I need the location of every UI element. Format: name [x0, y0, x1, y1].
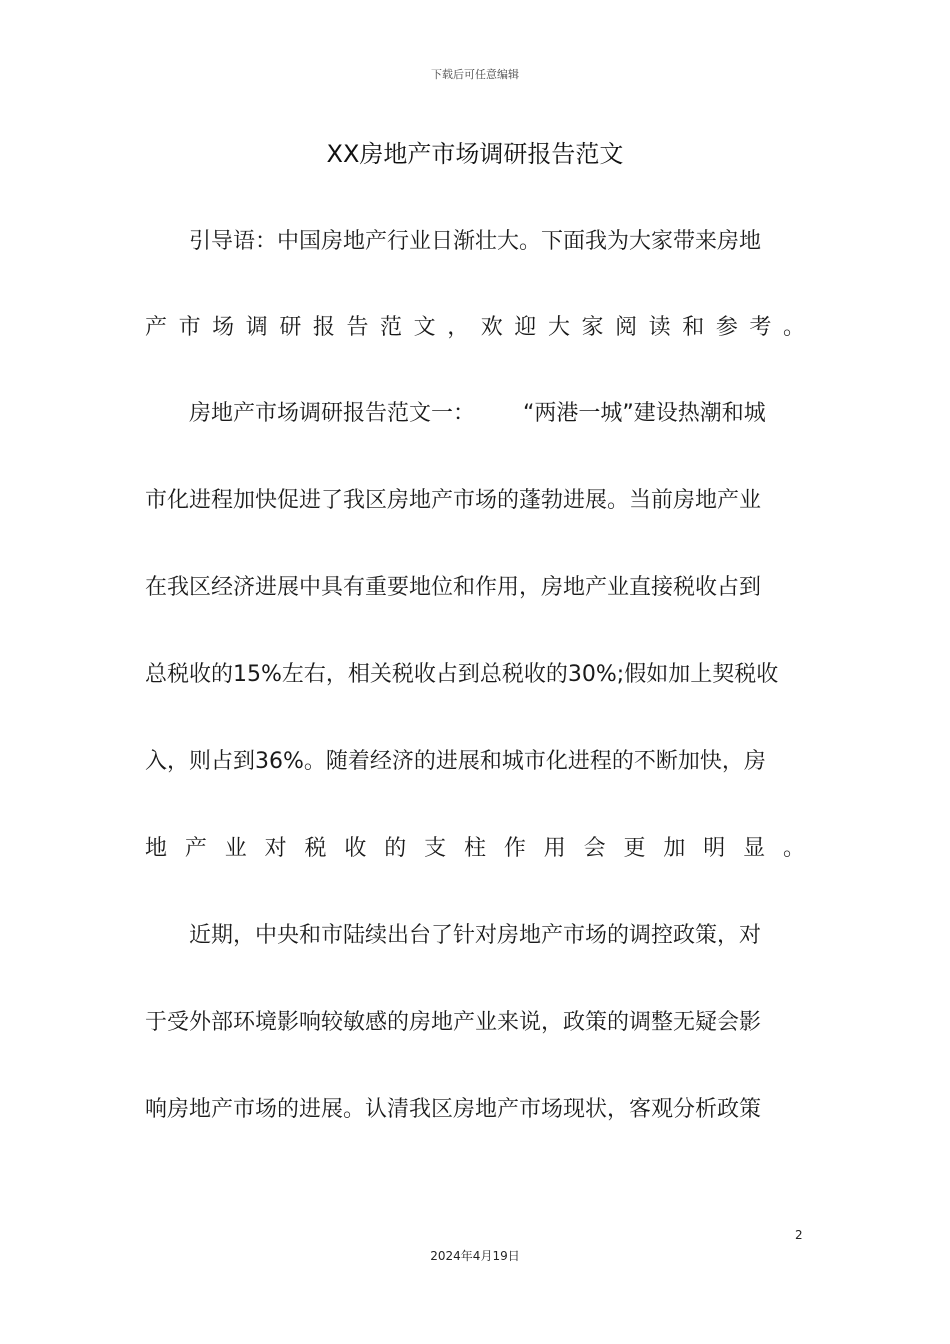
- document-title: XX房地产市场调研报告范文: [326, 140, 624, 168]
- paragraph-line: 地产业对税收的支柱作用会更加明显。: [145, 836, 805, 861]
- paragraph-line: 总税收的15%左右，相关税收占到总税收的30%;假如加上契税收: [145, 662, 779, 687]
- paragraph-text: “两港一城”建设热潮和城: [523, 401, 766, 426]
- paragraph-line: 近期，中央和市陆续出台了针对房地产市场的调控政策，对: [189, 923, 762, 948]
- paragraph-line: 入，则占到36%。随着经济的进展和城市化进程的不断加快，房: [145, 749, 766, 774]
- paragraph-line-composite: [145, 399, 805, 429]
- section-heading-inline: 房地产市场调研报告范文一：: [189, 401, 476, 426]
- paragraph-line: 市化进程加快促进了我区房地产市场的蓬勃进展。当前房地产业: [145, 488, 762, 513]
- paragraph-line: 响房地产市场的进展。认清我区房地产市场现状，客观分析政策: [145, 1097, 762, 1122]
- header-note: 下载后可任意编辑: [431, 68, 519, 81]
- paragraph-line: 引导语：中国房地产行业日渐壮大。下面我为大家带来房地: [189, 229, 762, 254]
- paragraph-line: 产市场调研报告范文，欢迎大家阅读和参考。: [145, 315, 805, 340]
- page-number: 2: [795, 1228, 803, 1242]
- footer-date: 2024年4月19日: [430, 1249, 520, 1263]
- paragraph-line: 于受外部环境影响较敏感的房地产业来说，政策的调整无疑会影: [145, 1010, 762, 1035]
- paragraph-line: 在我区经济进展中具有重要地位和作用，房地产业直接税收占到: [145, 575, 762, 600]
